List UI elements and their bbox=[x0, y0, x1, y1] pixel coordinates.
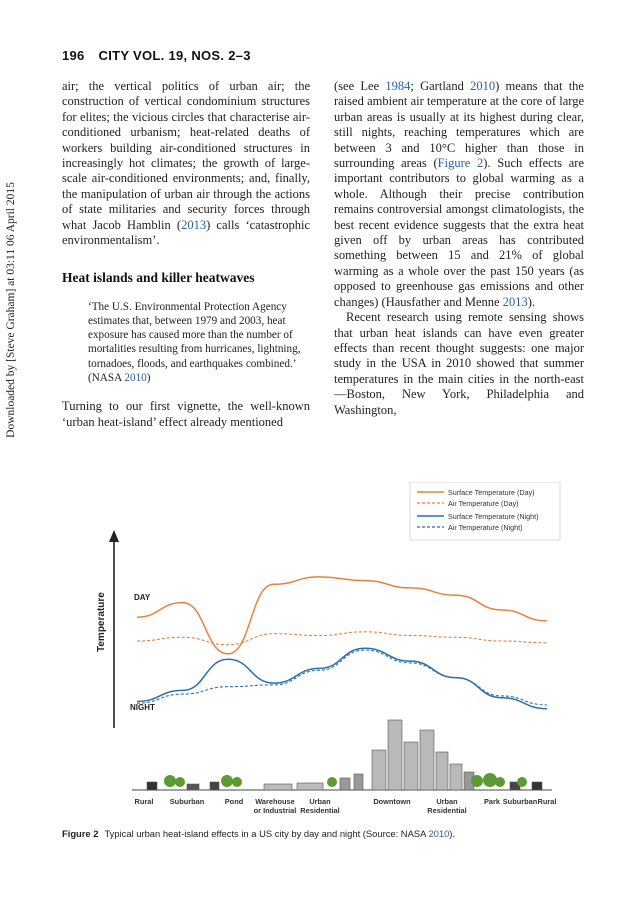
building-icon bbox=[532, 782, 542, 790]
figure-label: Figure 2 bbox=[62, 828, 99, 839]
left-column bbox=[62, 79, 310, 430]
building-icon bbox=[354, 774, 363, 790]
zone-label: Urban Residential bbox=[427, 797, 467, 815]
building-icon bbox=[436, 752, 448, 790]
skyline bbox=[147, 720, 542, 790]
zone-labels bbox=[135, 797, 557, 815]
building-icon bbox=[340, 778, 350, 790]
tree-icon bbox=[232, 777, 242, 787]
paragraph: Recent research using remote sensing shows that urban heat islands can have even greater effects than recent thought suggests: one major study in the USA in 2010 showed that summer temperatures in the main cities in the north-east—Boston, New York, Philadelphia and Washington, bbox=[334, 310, 584, 417]
zone-label: Pond bbox=[224, 797, 244, 806]
tree-icon bbox=[221, 775, 233, 787]
citation-link[interactable]: 2010 bbox=[124, 371, 147, 384]
zone-label: Park bbox=[483, 797, 501, 806]
building-icon bbox=[210, 782, 219, 790]
building-icon bbox=[404, 742, 418, 790]
building-icon bbox=[297, 783, 323, 790]
y-axis-label: Temperature bbox=[96, 592, 107, 652]
figure-caption: Figure 2 Typical urban heat-island effects in a US city by day and night (Source: NASA 2010). bbox=[62, 828, 456, 839]
series-line bbox=[137, 577, 547, 654]
building-icon bbox=[372, 750, 386, 790]
paragraph: Turning to our first vignette, the well-known ‘urban heat-island’ effect already mentioned bbox=[62, 399, 310, 429]
night-label: NIGHT bbox=[130, 703, 155, 712]
running-header bbox=[62, 48, 251, 63]
building-icon bbox=[147, 782, 157, 790]
citation-link[interactable]: 2013 bbox=[181, 217, 207, 232]
legend-entry: Air Temperature (Night) bbox=[448, 523, 523, 532]
legend bbox=[410, 482, 560, 540]
legend-entry: Air Temperature (Day) bbox=[448, 499, 519, 508]
tree-icon bbox=[483, 773, 497, 787]
tree-icon bbox=[471, 775, 483, 787]
zone-label: Urban Residential bbox=[300, 797, 340, 815]
section-heading: Heat islands and killer heatwaves bbox=[62, 270, 255, 286]
series-layer bbox=[137, 577, 547, 709]
zone-label: Suburban bbox=[169, 797, 205, 806]
tree-icon bbox=[164, 775, 176, 787]
paragraph: air; the vertical politics of urban air; the construction of vertical condominium structures for elites; the vicious circles that characterise air-conditioned urbanism; heat-related deaths of workers building air-conditioned structures in increasingly hot climates; the growth of large-scale air-conditioned environments; and, finally, the manipulation of urban air through the actions of state militaries and security forces through what Jacob Hamblin (2013) calls ‘catastrophic environmentalism’. bbox=[62, 79, 310, 248]
heat-island-figure bbox=[92, 482, 562, 822]
page-number: 196 bbox=[62, 48, 85, 63]
day-label: DAY bbox=[134, 593, 151, 602]
paragraph: (see Lee 1984; Gartland 2010) means that the raised ambient air temperature at the core of large urban areas is usually at its highest during clear, still nights, reaching temperatures which are between 3 and 10°C higher than those in surrounding areas (Figure 2). Such effects are important contributors to global warming as a whole. Although their precise contribution remains controversial amongst climatologists, the best recent evidence suggests that the extra heat given off by urban areas has contributed something between 15 and 21% of global warming as a whole over the past 150 years (as opposed to greenhouse gas emissions and other changes) (Hausfather and Menne 2013). bbox=[334, 79, 584, 309]
building-icon bbox=[420, 730, 434, 790]
tree-icon bbox=[495, 777, 505, 787]
series-line bbox=[137, 648, 547, 708]
tree-icon bbox=[517, 777, 527, 787]
citation-link[interactable]: 1984 bbox=[385, 79, 411, 93]
legend-entry: Surface Temperature (Day) bbox=[448, 488, 535, 497]
block-quote: ‘The U.S. Environmental Protection Agency estimates that, between 1979 and 2003, heat exposure has caused more than the number of mortalities resulting from hurricanes, lightning, tornadoes, floods, and earthquakes combined.’ (NASA 2010) bbox=[88, 300, 301, 384]
tree-icon bbox=[175, 777, 185, 787]
figure-link[interactable]: Figure 2 bbox=[437, 156, 484, 171]
building-icon bbox=[264, 784, 292, 790]
citation-link[interactable]: 2010 bbox=[428, 828, 450, 839]
building-icon bbox=[450, 764, 462, 790]
zone-label: Downtown bbox=[373, 797, 411, 806]
zone-label: Rural bbox=[537, 797, 557, 806]
citation-link[interactable]: 2013 bbox=[502, 294, 528, 309]
building-icon bbox=[388, 720, 402, 790]
tree-icon bbox=[327, 777, 337, 787]
zone-label: Warehouse or Industrial bbox=[253, 797, 297, 815]
y-axis-arrow-icon bbox=[109, 530, 119, 542]
download-notice: Downloaded by [Steve Graham] at 03:11 06 April 2015 bbox=[5, 182, 17, 438]
zone-label: Suburban bbox=[502, 797, 538, 806]
citation-link[interactable]: 2010 bbox=[470, 79, 496, 93]
right-column bbox=[334, 79, 584, 418]
legend-entry: Surface Temperature (Night) bbox=[448, 512, 539, 521]
journal-header: CITY VOL. 19, NOS. 2–3 bbox=[98, 48, 251, 63]
series-line bbox=[137, 632, 547, 645]
zone-label: Rural bbox=[134, 797, 154, 806]
building-icon bbox=[187, 784, 199, 790]
